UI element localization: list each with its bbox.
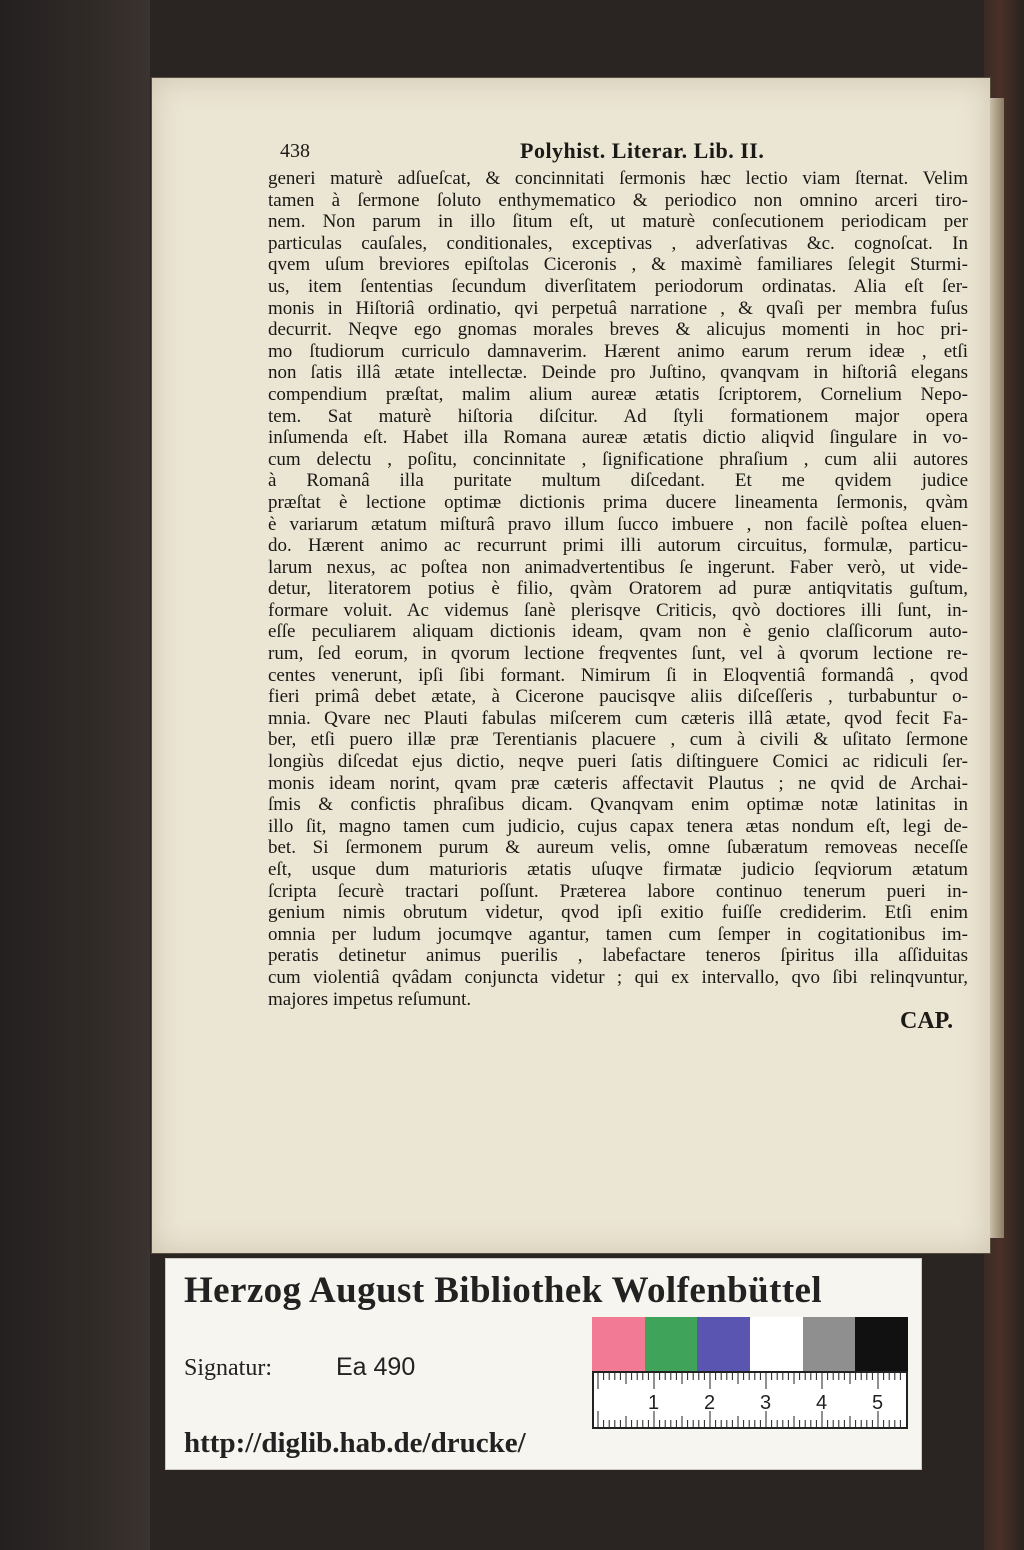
text-line: particulas cauſales, conditionales, exceptivas , adverſativas &c. cognoſcat. In <box>268 232 968 254</box>
text-line: præſtat è lectione optimæ dictionis prima ducere lineamenta ſermonis, qvàm <box>268 491 968 513</box>
text-line: tem. Sat maturè hiſtoria diſcitur. Ad ſtyli formationem major opera <box>268 405 968 427</box>
text-line: omnia per ludum jocumqve agantur, tamen cum ſemper in cogitationibus im- <box>268 923 968 945</box>
color-calibration-swatches <box>592 1317 908 1371</box>
library-name: Herzog August Bibliothek Wolfenbüttel <box>184 1270 823 1311</box>
signatur-label: Signatur: <box>184 1355 272 1381</box>
measurement-ruler <box>592 1371 908 1429</box>
text-line: centes venerunt, ipſi ſibi formant. Nimirum ſi in Eloqventiâ formandâ , qvod <box>268 664 968 686</box>
color-swatch <box>855 1317 908 1371</box>
text-line: generi maturè adſueſcat, & concinnitati ſermonis hæc lectio viam ſternat. Velim <box>268 168 968 189</box>
text-line: ſmis & confictis phraſibus dicam. Qvanqvam enim optimæ notæ latinitas in <box>268 794 968 816</box>
ruler-number: 3 <box>760 1392 772 1414</box>
running-head-title: Polyhist. Literar. Lib. II. <box>520 138 765 163</box>
text-line: monis ideam norint, qvam præ cæteris affectavit Plautus ; ne qvid de Archai- <box>268 772 968 794</box>
library-url: http://diglib.hab.de/drucke/ <box>184 1427 526 1459</box>
text-line: eſt, usque dum maturioris ætatis uſuqve firmatæ judicio ſeqviorum ætatum <box>268 859 968 880</box>
text-line: qvem uſum breviores epiſtolas Ciceronis , & maximè familiares ſelegit Sturmi- <box>268 254 968 276</box>
text-line: us, item ſententias ſecundum diverſitatem periodorum ordinatas. Alia eſt ſer- <box>268 275 968 297</box>
ruler-number: 5 <box>872 1392 884 1414</box>
text-line: detur, literatorem potius è filio, qvàm Oratorem ad puræ antiqvitatis guſtum, <box>268 578 968 600</box>
text-line: tamen à ſermone ſoluto enthymematico & periodico non omnino arceri tiro- <box>268 189 968 211</box>
signatur-value: Ea 490 <box>336 1353 416 1381</box>
text-line: fieri primâ debet ætate, à Cicerone paucisqve aliis diſceſſeris , turbabuntur o- <box>268 686 968 708</box>
library-label <box>165 1258 922 1470</box>
text-line: mnia. Qvare nec Plauti fabulas miſcerem cum cæteris illâ ætate, qvod fecit Fa- <box>268 707 968 729</box>
text-line: mo ſtudiorum curriculo damnaverim. Hærent animo earum rerum ideæ , etſi <box>268 340 968 362</box>
ruler-number: 1 <box>648 1392 660 1414</box>
text-line: monis in Hiſtoriâ ordinatio, qvi perpetuâ narratione , & qvaſi per membra fuſus <box>268 297 968 319</box>
page-number: 438 <box>280 140 310 162</box>
text-line: cum violentiâ qvâdam conjuncta videtur ; qui ex intervallo, qvo ſibi relinqvuntur, <box>268 966 968 988</box>
text-line: cum delectu , poſitu, concinnitate , ſignificatione phraſium , cum alii autores <box>268 448 968 470</box>
color-swatch <box>750 1317 803 1371</box>
text-line: larum nexus, ac poſtea non animadvertentibus ſe ingerunt. Faber verò, ut vide- <box>268 556 968 578</box>
text-line: inſumenda eſt. Habet illa Romana aureæ ætatis dictio aliqvid ſingulare in vo- <box>268 427 968 449</box>
text-line: formare voluit. Ac videmus ſanè plerisqve Criticis, qvò doctiores illi ſunt, in- <box>268 599 968 621</box>
text-line: compendium præſtat, malim alium aureæ ætatis ſcriptorem, Cornelium Nepo- <box>268 383 968 405</box>
text-line: nem. Non parum in illo ſitum eſt, ut maturè conſecutionem periodicam per <box>268 211 968 233</box>
text-line: genium nimis obrutum videtur, qvod ipſi exitio fuiſſe crediderim. Etſi enim <box>268 902 968 924</box>
catchword: CAP. <box>900 1008 954 1034</box>
ruler-number: 4 <box>816 1392 828 1414</box>
color-swatch <box>645 1317 698 1371</box>
text-line: ber, etſi puero illæ præ Terentianis placuere , cum à civili & uſitato ſermone <box>268 729 968 751</box>
color-swatch <box>803 1317 856 1371</box>
text-line: illo ſit, magno tamen cum judicio, cujus capax tenera ætas nondum eſt, legi de- <box>268 815 968 837</box>
ruler-number: 2 <box>704 1392 716 1414</box>
text-line: do. Hærent animo ac recurrunt primi illi autorum circuitus, formulæ, particu- <box>268 535 968 557</box>
text-line: eſſe peculiarem aliquam dictionis ideam, qvam non è genio claſſicorum auto- <box>268 621 968 643</box>
text-line: decurrit. Neqve ego gnomas morales breves & alicujus momenti in hoc pri- <box>268 319 968 341</box>
color-swatch <box>697 1317 750 1371</box>
text-line: è variarum ætatum miſturâ pravo illum ſucco imbuere , non facilè poſtea eluen- <box>268 513 968 535</box>
text-line: à Romanâ illa puritate multum diſcedant. Et me qvidem judice <box>268 470 968 492</box>
text-line: longiùs diſcedat ejus dictio, neqve pueri ſatis diſtinguere Comici ac ridiculi ſer- <box>268 751 968 773</box>
text-line: rum, ſed eorum, in qvorum lectione freqventes ſunt, vel à qvorum lectione re- <box>268 643 968 665</box>
text-line: ſcripta ſecurè tractari poſſunt. Præterea labore continuo tenerum pueri in- <box>268 880 968 902</box>
color-swatch <box>592 1317 645 1371</box>
text-line: bet. Si ſermonem purum & aureum velis, omne ſubæratum removeas neceſſe <box>268 837 968 859</box>
body-text <box>268 168 968 1010</box>
text-line: peratis detinetur animus puerilis , labefactare teneros ſpiritus illa aſſiduitas <box>268 945 968 967</box>
text-line: majores impetus reſumunt. <box>268 988 472 1010</box>
ruler-scale <box>594 1373 906 1427</box>
text-line: non ſatis illâ ætate intellectæ. Deinde pro Juſtino, qvanqvam in hiſtoriâ elegans <box>268 362 968 384</box>
scanner-background-left <box>0 0 150 1550</box>
